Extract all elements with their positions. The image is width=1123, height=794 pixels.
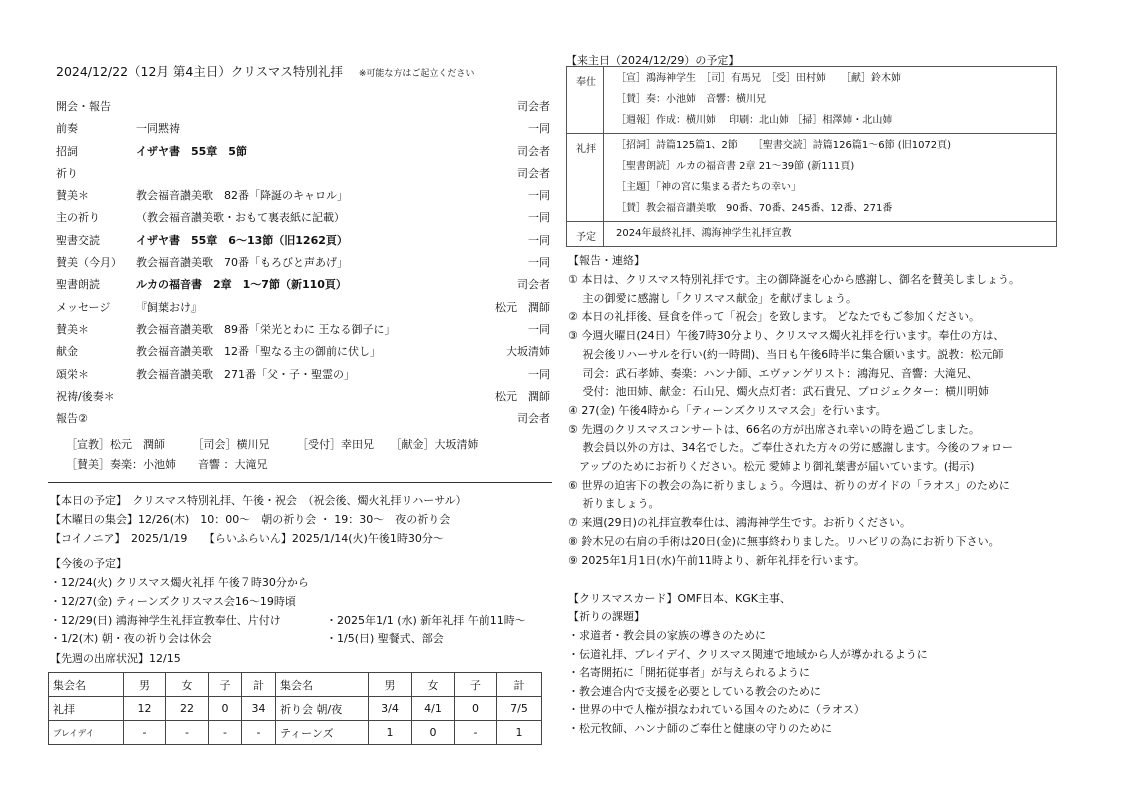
schedule-item-right: ・1/5(日) 聖餐式、部会: [326, 632, 444, 645]
staff-line-1: ［宣教］松元 潤師 ［司会］横川兄 ［受付］幸田兄 ［献金］大坂清姉: [66, 438, 479, 451]
thursday-meeting: 【木曜日の集会】12/26(木) 10：00～ 朝の祈り会 ・ 19：30～ 夜の祈り会: [50, 513, 451, 526]
prayer-item: ・世界の中で人権が損なわれている国々のために（ラオス）: [568, 703, 865, 717]
prayer-item: ・名寄開拓に「開拓従事者」が与えられるように: [568, 666, 810, 680]
report-line: ⑦ 来週(29日)の礼拝宣教奉仕は、鴻海神学生です。お祈りください。: [568, 516, 912, 530]
next-sunday-heading: 【来主日（2024/12/29）の予定】: [566, 54, 740, 67]
order-item-name: 前奏: [56, 122, 78, 136]
order-item-name: 聖書交読: [56, 233, 100, 247]
order-row: [56, 95, 550, 117]
table-row: [49, 697, 542, 721]
koinonia-line: 【コイノニア】 2025/1/19 【らいふらいん】2025/1/14(火)午後1時30分～: [50, 532, 444, 545]
section-divider: [48, 482, 552, 483]
table-cell: 0: [455, 697, 497, 721]
order-item-leader: 一同: [528, 367, 550, 381]
prayer-heading: 【祈りの課題】: [568, 610, 645, 623]
next-sunday-line: ［招詞］詩篇125篇1、2節 ［聖書交読］詩篇126篇1～6節 (旧1072頁): [616, 140, 952, 151]
order-item-name: 聖書朗読: [56, 278, 100, 292]
reports-heading: 【報告・連絡】: [568, 254, 645, 267]
order-item-content: 教会福音讃美歌 82番「降誕のキャロル」: [136, 189, 348, 203]
table-header-cell: 集会名: [276, 673, 369, 697]
schedule-item: ・12/27(金) ティーンズクリスマス会16～19時頃: [50, 595, 296, 608]
prayer-item: ・教会連合内で支援を必要としている教会のために: [568, 684, 821, 698]
table-cell: 1: [369, 721, 412, 745]
report-line: ⑧ 鈴木兄の右肩の手術は20日(金)に無事終わりました。リハビリの為にお祈り下さい。: [568, 534, 1000, 548]
order-row: [56, 273, 550, 295]
order-item-name: 祈り: [56, 166, 78, 180]
order-item-name: メッセージ: [56, 300, 111, 314]
schedule-item: ・12/29(日) 鴻海神学生礼拝宣教奉仕、片付け: [50, 614, 281, 627]
next-sunday-line: ［主題］「神の宮に集まる者たちの幸い」: [616, 182, 801, 193]
page-title: [56, 62, 474, 80]
report-line: 教会員以外の方は、34名でした。ご奉仕された方々の労に感謝します。今後のフォロー: [568, 441, 1014, 455]
table-cell: -: [209, 721, 242, 745]
table-header-cell: 女: [166, 673, 209, 697]
report-line: ⑨ 2025年1月1日(水)午前11時より、新年礼拝を行います。: [568, 553, 866, 567]
order-item-name: 賛美（今月）: [56, 256, 122, 270]
next-sunday-line: ［聖書朗読］ルカの福音書 2章 21～39節 (新111頁): [616, 161, 855, 172]
today-schedule: 【本日の予定】 クリスマス特別礼拝、午後・祝会 （祝会後、燭火礼拝リハーサル）: [50, 494, 467, 507]
order-item-name: 祝祷/後奏＊: [56, 389, 115, 403]
order-item-leader: 松元 潤師: [495, 389, 550, 403]
table-header-cell: 女: [412, 673, 455, 697]
report-line: 祈りましょう。: [568, 497, 660, 511]
order-row: [56, 206, 550, 228]
order-row: [56, 407, 550, 429]
order-item-content: 一同黙祷: [136, 122, 180, 136]
table-cell: 4/1: [412, 697, 455, 721]
prayer-item: ・松元牧師、ハンナ師のご奉仕と健康の守りのために: [568, 722, 832, 735]
report-line: 受付：池田姉、献金：石山兄、燭火点灯者：武石貴兄、プロジェクター：横川明姉: [568, 385, 990, 399]
report-line: 司会：武石孝姉、奏楽：ハンナ師、エヴァンゲリスト：鴻海兄、音響：大滝兄、: [568, 366, 978, 380]
attendance-table: [48, 672, 542, 745]
table-cell: 礼拝: [49, 697, 124, 721]
next-sunday-group: [567, 222, 1056, 246]
order-row: [56, 117, 550, 139]
next-sunday-table: [566, 66, 1057, 247]
table-cell: 12: [124, 697, 166, 721]
order-item-leader: 大坂清姉: [506, 345, 550, 359]
table-header-cell: 子: [455, 673, 497, 697]
table-row: [49, 673, 542, 697]
order-item-name: 開会・報告: [56, 100, 111, 113]
report-line: ④ 27(金) 午後4時から「ティーンズクリスマス会」を行います。: [568, 403, 887, 417]
table-header-cell: 計: [497, 673, 542, 697]
report-line: ③ 今週火曜日(24日）午後7時30分より、クリスマス燭火礼拝を行います。奉仕の方は、: [568, 329, 1005, 343]
order-item-name: 頌栄＊: [56, 367, 89, 381]
table-cell: 7/5: [497, 697, 542, 721]
table-cell: 0: [412, 721, 455, 745]
table-header-cell: 計: [242, 673, 276, 697]
next-sunday-label: 奉仕: [567, 67, 604, 133]
table-header-cell: 男: [124, 673, 166, 697]
report-line: ② 本日の礼拝後、昼食を伴って「祝会」を致します。 どなたでもご参加ください。: [568, 310, 980, 324]
schedule-heading: 【今後の予定】: [50, 557, 127, 570]
table-cell: 3/4: [369, 697, 412, 721]
order-item-name: 主の祈り: [56, 211, 100, 225]
table-cell: 22: [166, 697, 209, 721]
order-row: [56, 340, 550, 362]
order-item-content: 『飼葉おけ』: [136, 300, 202, 314]
order-row: [56, 229, 550, 251]
report-line: ⑥ 世界の迫害下の教会の為に祈りましょう。今週は、祈りのガイドの「ラオス」のために: [568, 478, 1010, 492]
order-item-content: 教会福音讃美歌 89番「栄光とわに 王なる御子に」: [136, 322, 396, 336]
order-item-leader: 一同: [528, 256, 550, 270]
table-cell: -: [455, 721, 497, 745]
order-of-service: [56, 95, 550, 429]
next-sunday-line: ［賛］奏：小池姉 音響：横川兄: [616, 94, 766, 105]
order-item-leader: 司会者: [517, 144, 550, 158]
order-item-leader: 一同: [528, 189, 550, 203]
order-item-leader: 一同: [528, 233, 550, 247]
table-cell: -: [242, 721, 276, 745]
schedule-item: ・1/2(木) 朝・夜の祈り会は休会: [50, 632, 212, 645]
christmas-card-line: 【クリスマスカード】OMF日本、KGK主事、: [568, 592, 791, 605]
report-line: 祝会後リハーサルを行い(約一時間)、当日も午後6時半に集合願います。説教：松元師: [568, 347, 1004, 361]
order-row: [56, 162, 550, 184]
report-line: 主の御愛に感謝し「クリスマス献金」を献げましょう。: [568, 291, 858, 305]
table-cell: -: [124, 721, 166, 745]
next-sunday-group: [567, 67, 1056, 134]
order-item-name: 招詞: [56, 144, 78, 158]
next-sunday-line: ［週報］作成：横川姉 印刷：北山姉 ［掃］相澤姉・北山姉: [616, 115, 893, 126]
report-line: アップのためにお祈りください。松元 愛姉より御礼葉書が届いています。(掲示): [568, 460, 975, 473]
next-sunday-label: 礼拝: [567, 134, 604, 221]
table-cell: 34: [242, 697, 276, 721]
order-item-content: 教会福音讃美歌 70番「もろびと声あげ」: [136, 256, 348, 270]
order-item-name: 賛美＊: [56, 189, 89, 203]
table-cell: -: [166, 721, 209, 745]
prayer-item: ・伝道礼拝、ブレイデイ、クリスマス関連で地域から人が導かれるように: [568, 647, 928, 661]
order-item-name: 賛美＊: [56, 322, 89, 336]
service-title: 2024/12/22（12月 第4主日）クリスマス特別礼拝: [56, 64, 343, 79]
order-item-leader: 一同: [528, 322, 550, 336]
table-header-cell: 子: [209, 673, 242, 697]
order-row: [56, 296, 550, 318]
order-item-leader: 一同: [528, 211, 550, 225]
next-sunday-label: 予定: [567, 222, 604, 246]
attendance-heading: 【先週の出席状況】12/15: [50, 652, 181, 665]
order-item-content: 教会福音讃美歌 12番「聖なる主の御前に伏し」: [136, 345, 381, 359]
order-item-leader: 司会者: [517, 278, 550, 292]
next-sunday-line: ［宣］鴻海神学生 ［司］有馬兄 ［受］田村姉 ［献］鈴木姉: [616, 73, 901, 84]
table-header-cell: 集会名: [49, 673, 124, 697]
next-sunday-line: 2024年最終礼拝、鴻海神学生礼拝宣教: [616, 228, 792, 239]
table-cell: 0: [209, 697, 242, 721]
table-header-cell: 男: [369, 673, 412, 697]
next-sunday-line: ［賛］教会福音讃美歌 90番、70番、245番、12番、271番: [616, 203, 893, 214]
order-item-name: 献金: [56, 345, 78, 359]
next-sunday-group: [567, 134, 1056, 222]
order-row: [56, 251, 550, 273]
schedule-item: ・12/24(火) クリスマス燭火礼拝 午後７時30分から: [50, 576, 309, 589]
order-item-leader: 司会者: [517, 100, 550, 113]
order-item-leader: 司会者: [517, 412, 550, 426]
prayer-item: ・求道者・教会員の家族の導きのために: [568, 629, 766, 642]
order-row: [56, 184, 550, 206]
report-line: ⑤ 先週のクリスマスコンサートは、66名の方が出席され幸いの時を過ごしました。: [568, 422, 980, 436]
table-cell: 1: [497, 721, 542, 745]
table-row: [49, 721, 542, 745]
order-item-name: 報告②: [56, 412, 88, 426]
table-cell: 祈り会 朝/夜: [276, 697, 369, 721]
order-row: [56, 140, 550, 162]
order-item-content: イザヤ書 55章 6～13節（旧1262頁）: [136, 233, 348, 247]
schedule-item-right: ・2025年1/1 (水) 新年礼拝 午前11時～: [326, 614, 526, 627]
order-row: [56, 385, 550, 407]
order-item-content: イザヤ書 55章 5節: [136, 144, 247, 158]
order-item-content: （教会福音讃美歌・おもて裏表紙に記載）: [136, 211, 345, 225]
staff-line-2: ［賛美］奏楽：小池姉 音響 ：大滝兄: [66, 458, 268, 471]
report-line: ① 本日は、クリスマス特別礼拝です。主の御降誕を心から感謝し、御名を賛美しましょう。: [568, 273, 1021, 286]
table-cell: ティーンズ: [276, 721, 369, 745]
order-row: [56, 318, 550, 340]
order-item-leader: 司会者: [517, 166, 550, 180]
order-item-content: 教会福音讃美歌 271番「父・子・聖霊の」: [136, 367, 355, 381]
order-row: [56, 363, 550, 385]
standing-note: ※可能な方はご起立ください: [358, 69, 475, 79]
order-item-leader: 松元 潤師: [495, 300, 550, 314]
order-item-leader: 一同: [528, 122, 550, 136]
order-item-content: ルカの福音書 2章 1～7節（新110頁）: [136, 278, 347, 292]
table-cell: ブレイデイ: [49, 721, 124, 745]
